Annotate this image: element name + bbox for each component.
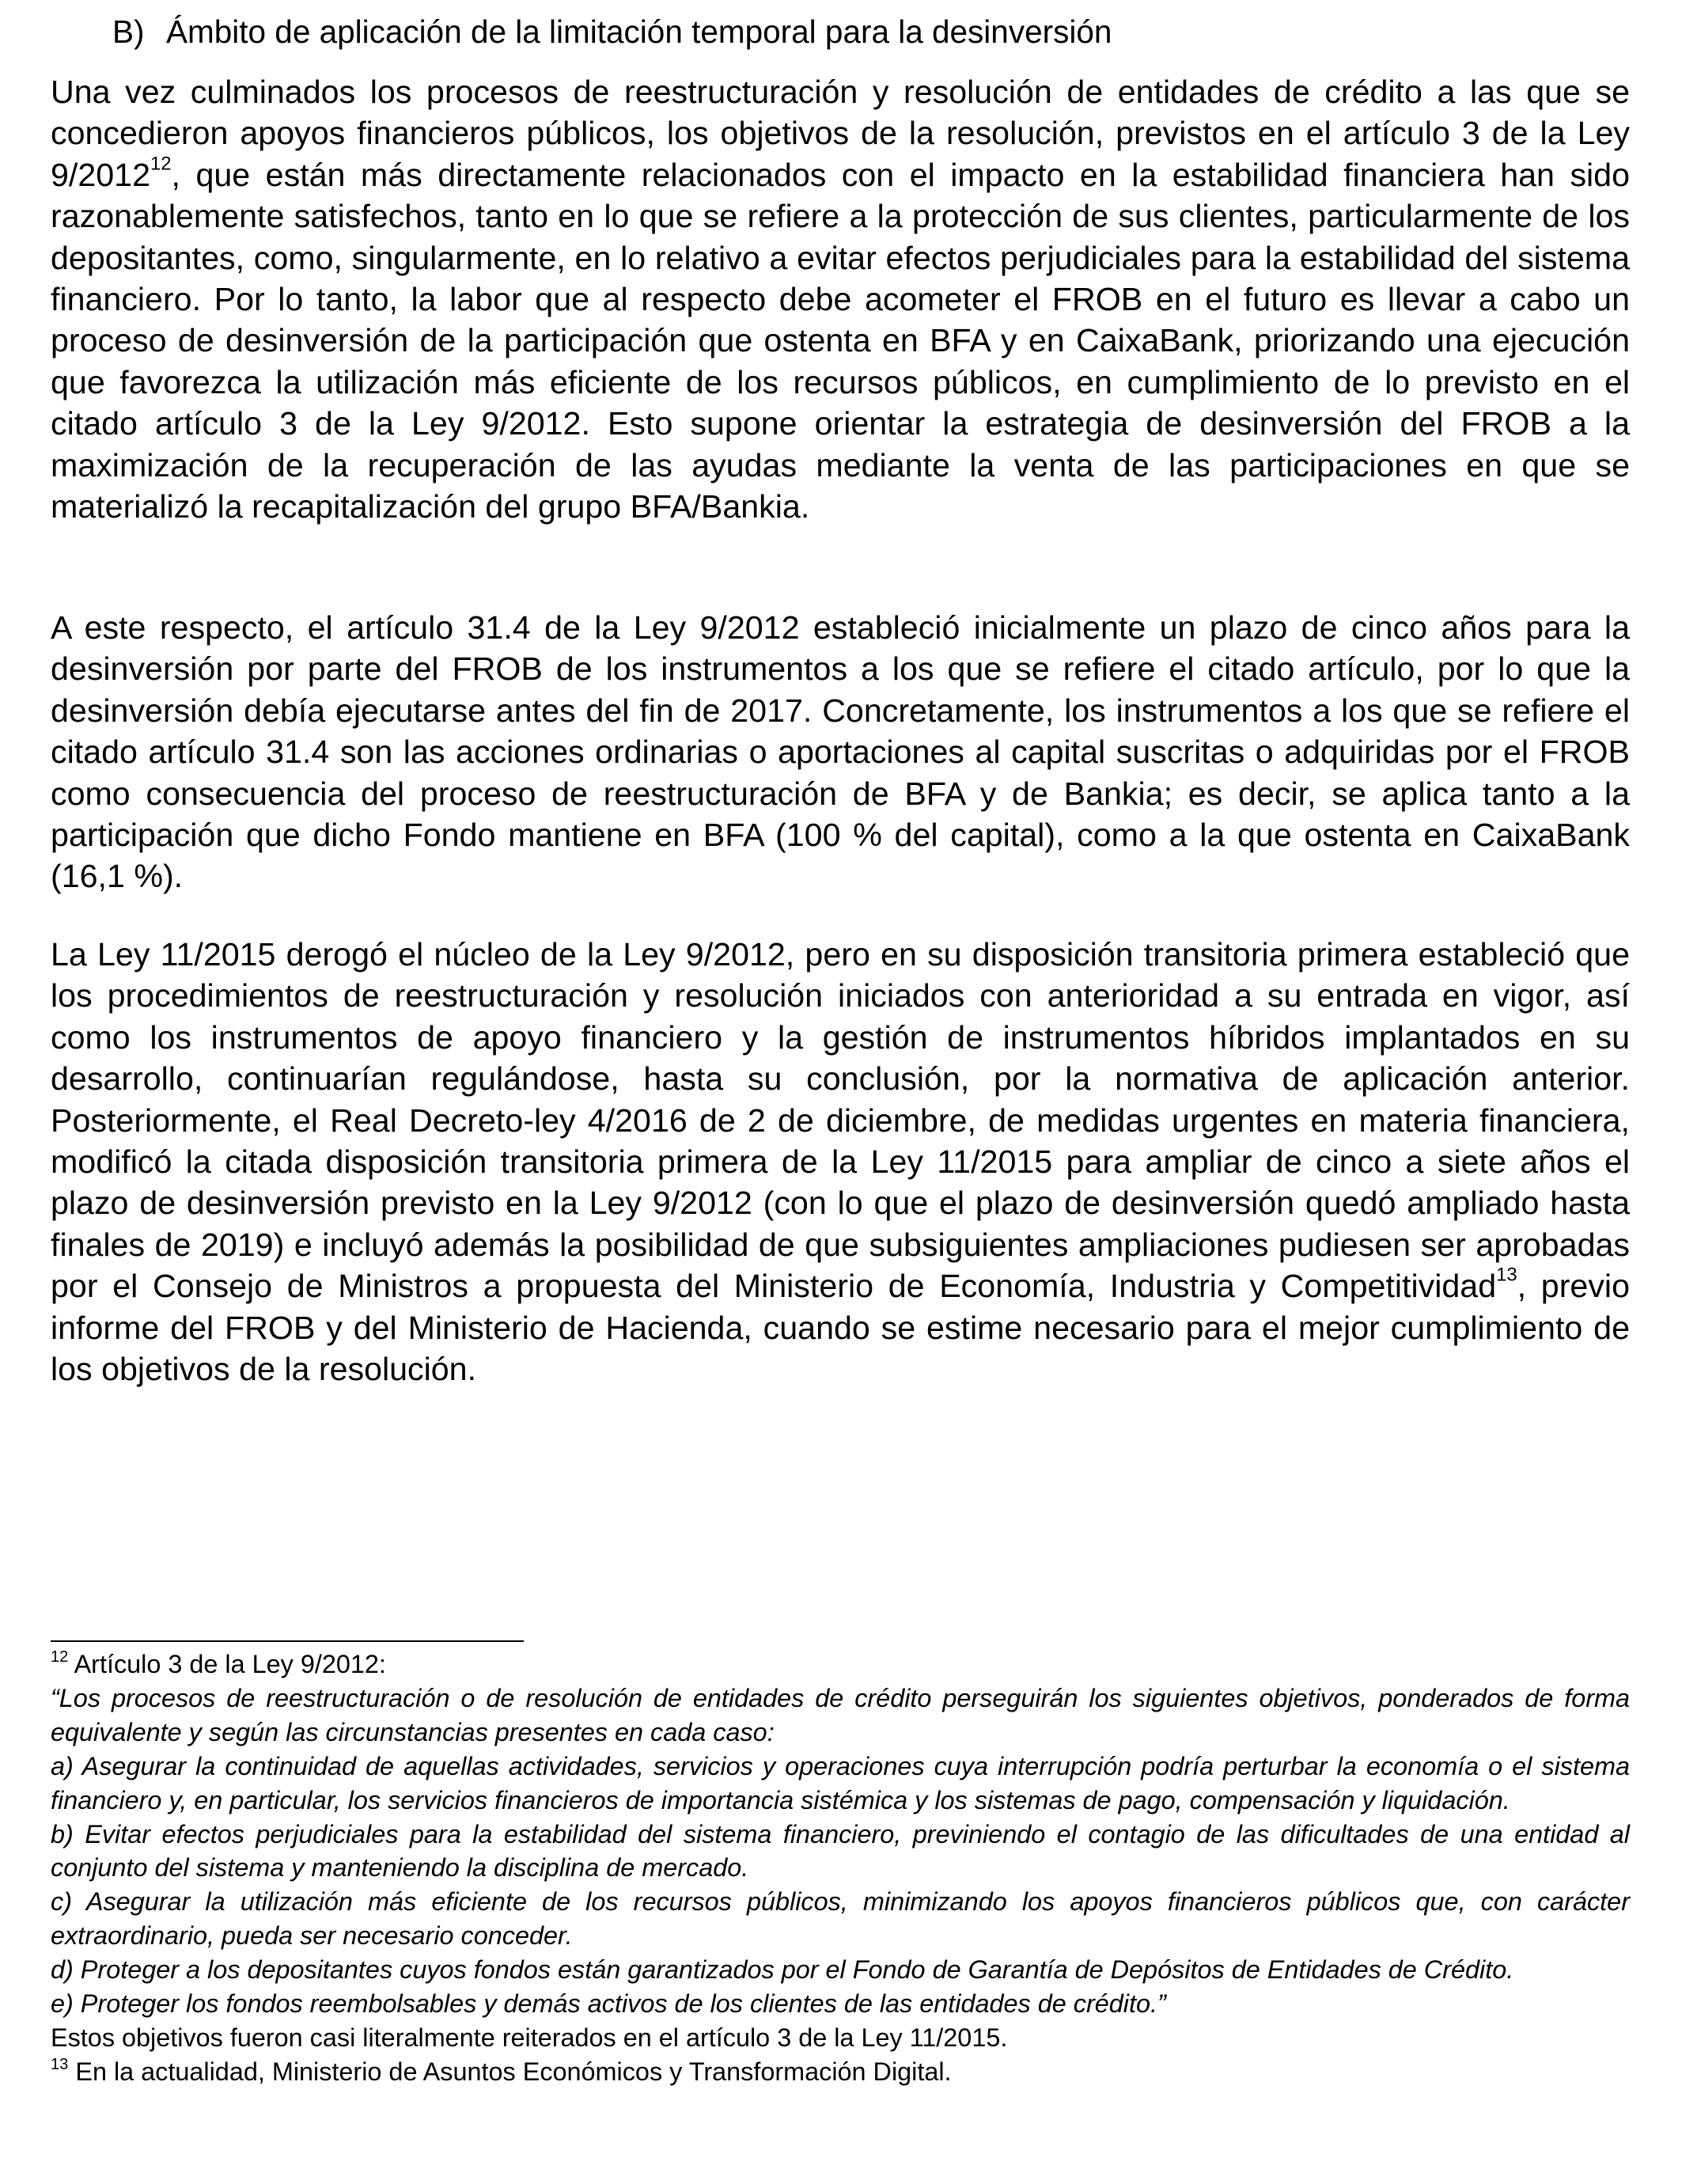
footnote-12-title-line	[51, 1647, 1630, 1682]
section-number: B)	[112, 13, 145, 50]
paragraph-2: A este respecto, el artículo 31.4 de la Ley 9/2012 estableció inicialmente un plazo de cinco años para la desinversión por parte del FROB de los instrumentos a los que se refiere el citado artículo, por lo que la desinversión debía ejecutarse antes del fin de 2017. Concretamente, los instrumentos a los que se refiere el citado artículo 31.4 son las acciones ordinarias o aportaciones al capital suscritas o adquiridas por el FROB como consecuencia del proceso de reestructuración de BFA y de Bankia; es decir, se aplica tanto a la participación que dicho Fondo mantiene en BFA (100 % del capital), como a la que ostenta en CaixaBank (16,1 %).	[51, 609, 1630, 895]
footnote-13	[51, 2055, 1630, 2089]
footnote-separator	[51, 1640, 524, 1642]
footnote-12-note: Estos objetivos fueron casi literalmente reiterados en el artículo 3 de la Ley 11/2015.	[51, 2023, 1008, 2052]
paragraph-3-text-b: , previo informe del FROB y del Ministerio de Hacienda, cuando se estime necesario para el mejor cumplimiento de los objetivos de la resolución.	[51, 1268, 1630, 1388]
paragraph-1-text-a: Una vez culminados los procesos de reestructuración y resolución de entidades de crédito a las que se concedieron apoyos financieros públicos, los objetivos de la resolución, previstos en el artículo 3 de la Ley 9/2012	[51, 74, 1630, 193]
paragraph-3	[51, 934, 1630, 1390]
footnote-ref-12[interactable]: 12	[150, 153, 172, 175]
footnote-13-number: 13	[51, 2055, 69, 2073]
footnote-12-item-b: b) Evitar efectos perjudiciales para la estabilidad del sistema financiero, previniendo el contagio de las dificultades de una entidad al conjunto del sistema y manteniendo la disciplina de mercado.	[51, 1819, 1630, 1883]
section-heading	[112, 11, 1112, 52]
footnote-12-title: Artículo 3 de la Ley 9/2012:	[74, 1650, 386, 1678]
footnote-ref-13[interactable]: 13	[1496, 1264, 1517, 1286]
footnote-12-item-d: d) Proteger a los depositantes cuyos fondos están garantizados por el Fondo de Garantía de Depósitos de Entidades de Crédito.	[51, 1955, 1514, 1985]
footnote-12-item-e: e) Proteger los fondos reembolsables y demás activos de los clientes de las entidades de crédito.”	[51, 1989, 1166, 2019]
footnote-12-item-a: a) Asegurar la continuidad de aquellas actividades, servicios y operaciones cuya interrupción podría perturbar la economía o el sistema financiero y, en particular, los servicios financieros de importancia sistémica y los sistemas de pago, compensación y liquidación.	[51, 1751, 1630, 1814]
footnote-12-item-c: c) Asegurar la utilización más eficiente de los recursos públicos, minimizando los apoyos financieros públicos que, con carácter extraordinario, pueda ser necesario conceder.	[51, 1887, 1630, 1951]
footnotes	[51, 1647, 1630, 2089]
paragraph-1-text-b: , que están más directamente relacionados con el impacto en la estabilidad financiera han sido razonablemente satisfechos, tanto en lo que se refiere a la protección de sus clientes, particularmente de los depositantes, como, singularmente, en lo relativo a evitar efectos perjudiciales para la estabilidad del sistema financiero. Por lo tanto, la labor que al respecto debe acometer el FROB en el futuro es llevar a cabo un proceso de desinversión de la participación que ostenta en BFA y en CaixaBank, priorizando una ejecución que favorezca la utilización más eficiente de los recursos públicos, en cumplimiento de lo previsto en el citado artículo 3 de la Ley 9/2012. Esto supone orientar la estrategia de desinversión del FROB a la maximización de la recuperación de las ayudas mediante la venta de las participaciones en que se materializó la recapitalización del grupo BFA/Bankia.	[51, 156, 1630, 525]
section-title: Ámbito de aplicación de la limitación temporal para la desinversión	[166, 13, 1112, 50]
footnote-13-text: En la actualidad, Ministerio de Asuntos Económicos y Transformación Digital.	[75, 2057, 952, 2086]
paragraph-1	[51, 71, 1630, 527]
footnote-12-number: 12	[51, 1647, 69, 1666]
footnote-12-intro: “Los procesos de reestructuración o de resolución de entidades de crédito perseguirán los siguientes objetivos, ponderados de forma equivalente y según las circunstancias presentes en cada caso:	[51, 1683, 1630, 1746]
paragraph-3-text-a: La Ley 11/2015 derogó el núcleo de la Ley 9/2012, pero en su disposición transitoria primera estableció que los procedimientos de reestructuración y resolución iniciados con anterioridad a su entrada en vigor, así como los instrumentos de apoyo financiero y la gestión de instrumentos híbridos implantados en su desarrollo, continuarían regulándose, hasta su conclusión, por la normativa de aplicación anterior. Posteriormente, el Real Decreto-ley 4/2016 de 2 de diciembre, de medidas urgentes en materia financiera, modificó la citada disposición transitoria primera de la Ley 11/2015 para ampliar de cinco a siete años el plazo de desinversión previsto en la Ley 9/2012 (con lo que el plazo de desinversión quedó ampliado hasta finales de 2019) e incluyó además la posibilidad de que subsiguientes ampliaciones pudiesen ser aprobadas por el Consejo de Ministros a propuesta del Ministerio de Economía, Industria y Competitividad	[51, 936, 1630, 1305]
